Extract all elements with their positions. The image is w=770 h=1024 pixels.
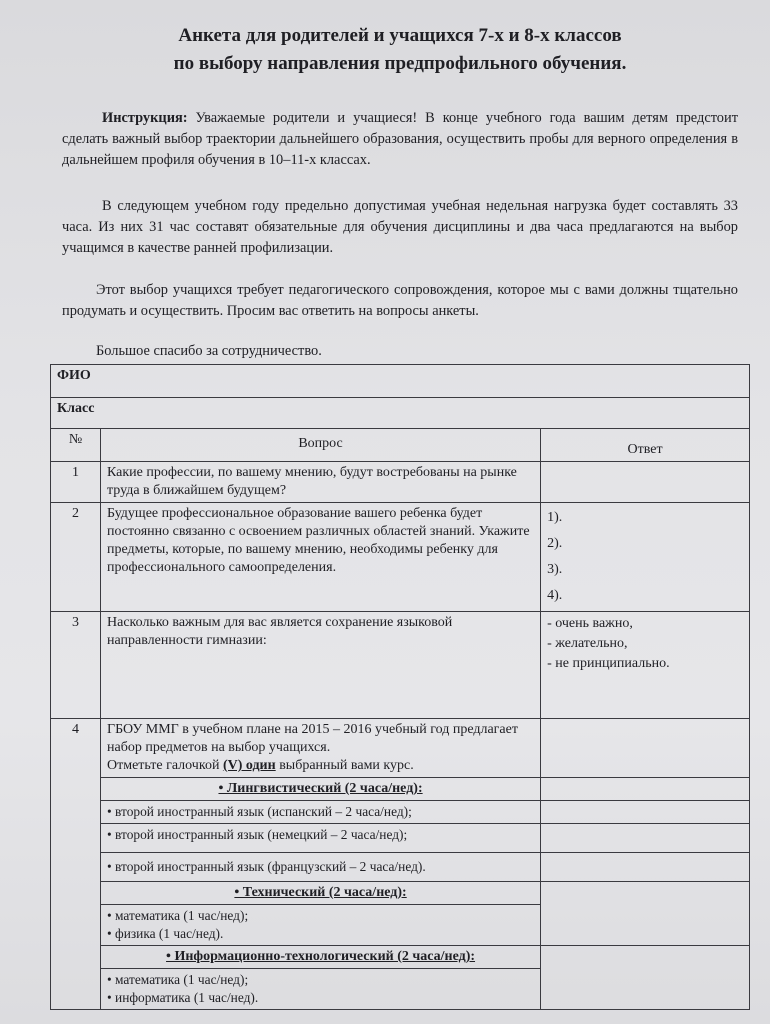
question-4-mark-suffix: выбранный вами курс.: [279, 758, 414, 773]
option-row: [51, 853, 750, 882]
fio-row: [51, 365, 750, 398]
it-informatics: • информатика (1 час/нед).: [107, 990, 259, 1005]
instruction-text-1: Уважаемые родители и учащиеся! В конце учебного года вашим детям предстоит сделать важный выбор траектории дальнейшего образования, осуществить пробы для верного определения в дальнейшем профиля обучения в 10–11-х классах.: [62, 110, 738, 168]
instruction-paragraph-3: Этот выбор учащихся требует педагогического сопровождения, которое мы с вами должны тщательно продумать и осуществить. Просим вас ответить на вопросы анкеты.: [62, 282, 738, 319]
question-3-number: 3: [51, 612, 101, 719]
question-3-answer-cell: [541, 612, 750, 719]
instruction-lead: Инструкция:: [102, 110, 188, 126]
instruction-paragraph-1: [62, 108, 738, 171]
question-1-number: 1: [51, 462, 101, 503]
option-row: [51, 801, 750, 824]
question-row-3: [51, 612, 750, 719]
col-question-header: Вопрос: [101, 429, 541, 462]
question-4-mark-bold: (V) один: [222, 758, 276, 773]
technical-physics: • физика (1 час/нед).: [107, 926, 224, 941]
question-row-2: [51, 503, 750, 612]
answer-slot-4[interactable]: 4).: [547, 588, 563, 603]
question-1-answer-cell[interactable]: [541, 462, 750, 503]
answer-slot-3[interactable]: 3).: [547, 562, 563, 577]
option-desirable[interactable]: - желательно,: [547, 636, 628, 651]
title-line-1: Анкета для родителей и учащихся 7-х и 8-х классов: [178, 25, 622, 46]
question-row-1: [51, 462, 750, 503]
group-it-title-row: [51, 946, 750, 969]
fio-label[interactable]: ФИО: [51, 365, 750, 398]
option-german-checkbox[interactable]: [541, 824, 750, 853]
group-linguistic-answer[interactable]: [541, 778, 750, 801]
question-2-answer-cell[interactable]: [541, 503, 750, 612]
group-technical-title: • Технический (2 часа/нед):: [101, 882, 541, 905]
group-linguistic-title: • Лингвистический (2 часа/нед):: [101, 778, 541, 801]
col-number-header: №: [51, 429, 101, 462]
option-row: [51, 824, 750, 853]
technical-math: • математика (1 час/нед);: [107, 908, 249, 923]
question-1-text: Какие профессии, по вашему мнению, будут востребованы на рынке труда в ближайшем будущем?: [101, 462, 541, 503]
answer-slot-2[interactable]: 2).: [547, 536, 563, 551]
class-row: [51, 398, 750, 429]
it-math: • математика (1 час/нед);: [107, 972, 249, 987]
group-technical-answer[interactable]: [541, 882, 750, 946]
group-technical-title-row: [51, 882, 750, 905]
option-german[interactable]: • второй иностранный язык (немецкий – 2 часа/нед);: [101, 824, 541, 853]
question-2-text: Будущее профессиональное образование вашего ребенка будет постоянно связанно с освоением различных областей знаний. Укажите предметы, которые, по вашему мнению, необходимы ребенку для профессионального самоопределения.: [101, 503, 541, 612]
option-spanish-checkbox[interactable]: [541, 801, 750, 824]
technical-items: [101, 905, 541, 946]
group-it-answer[interactable]: [541, 946, 750, 1010]
instruction-paragraph-2: В следующем учебном году предельно допустимая учебная недельная нагрузка будет составлять 33 часа. Из них 31 час составят обязательные для обучения дисциплины и два часа предлагаются на выбор учащимся в качестве ранней профилизации.: [62, 198, 738, 256]
question-4-intro: ГБОУ ММГ в учебном плане на 2015 – 2016 учебный год предлагает набор предметов на выбор учащихся.: [107, 722, 518, 755]
answer-slot-1[interactable]: 1).: [547, 510, 563, 525]
col-answer-header: Ответ: [541, 429, 750, 462]
title-line-2: по выбору направления предпрофильного обучения.: [173, 53, 627, 74]
option-very-important[interactable]: - очень важно,: [547, 616, 633, 631]
option-spanish[interactable]: • второй иностранный язык (испанский – 2 часа/нед);: [101, 801, 541, 824]
question-4-number: 4: [51, 719, 101, 1010]
group-linguistic-title-row: [51, 778, 750, 801]
question-3-text: Насколько важным для вас является сохранение языковой направленности гимназии:: [101, 612, 541, 719]
document-title: [60, 22, 740, 78]
question-2-number: 2: [51, 503, 101, 612]
question-row-4: [51, 719, 750, 778]
question-4-answer-cell[interactable]: [541, 719, 750, 778]
survey-table: [50, 364, 750, 1010]
group-it-title: • Информационно-технологический (2 часа/нед):: [101, 946, 541, 969]
question-4-text: [101, 719, 541, 778]
question-4-mark-prefix: Отметьте галочкой: [107, 758, 220, 773]
table-header-row: [51, 429, 750, 462]
option-french-checkbox[interactable]: [541, 853, 750, 882]
thanks-line: Большое спасибо за сотрудничество.: [96, 343, 322, 359]
it-items: [101, 969, 541, 1010]
class-label[interactable]: Класс: [51, 398, 750, 429]
option-not-essential[interactable]: - не принципиально.: [547, 656, 670, 671]
option-french[interactable]: • второй иностранный язык (французский – 2 часа/нед).: [101, 853, 541, 882]
